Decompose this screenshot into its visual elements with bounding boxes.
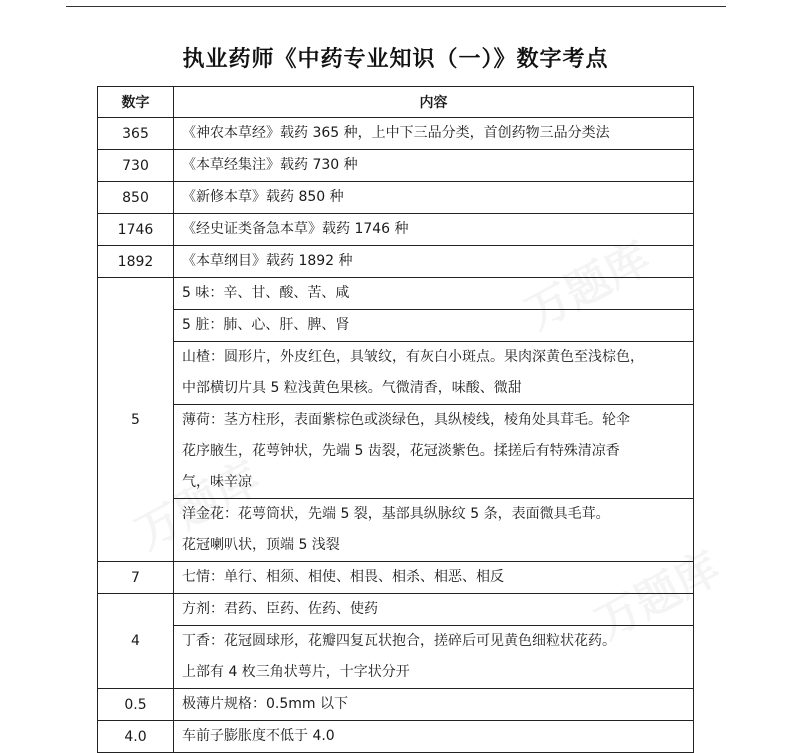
table-row	[98, 246, 694, 278]
table-row	[98, 182, 694, 214]
content-line: 中部横切片具 5 粒浅黄色果核。气微清香，味酸、微甜	[182, 380, 522, 396]
table-row	[98, 405, 694, 499]
exam-points-table	[97, 86, 694, 753]
row-number: 4.0	[98, 721, 174, 753]
row-number: 1746	[98, 214, 174, 246]
group-number-5: 5	[98, 278, 174, 562]
table-header-row	[98, 87, 694, 118]
document-title: 执业药师《中药专业知识（一）》数字考点	[182, 47, 609, 72]
row-number: 7	[98, 562, 174, 594]
row-content: 极薄片规格：0.5mm 以下	[174, 689, 694, 721]
content-line: 气，味辛凉	[182, 474, 252, 490]
row-number: 0.5	[98, 689, 174, 721]
table-row	[98, 689, 694, 721]
table-row	[98, 214, 694, 246]
row-content: 《新修本草》载药 850 种	[174, 182, 694, 214]
header-content: 内容	[174, 87, 694, 118]
content-line: 花序腋生，花萼钟状，先端 5 齿裂，花冠淡紫色。揉搓后有特殊清凉香	[182, 443, 620, 459]
table-row	[98, 310, 694, 342]
row-number: 365	[98, 118, 174, 150]
content-line: 花冠喇叭状，顶端 5 浅裂	[182, 537, 340, 553]
content-line: 薄荷：茎方柱形，表面紫棕色或淡绿色，具纵棱线，棱角处具茸毛。轮伞	[182, 412, 630, 428]
row-content: 《本草经集注》载药 730 种	[174, 150, 694, 182]
table-row	[98, 499, 694, 562]
row-content: 车前子膨胀度不低于 4.0	[174, 721, 694, 753]
content-line: 丁香：花冠圆球形，花瓣四复瓦状抱合，搓碎后可见黄色细粒状花药。	[182, 633, 616, 649]
row-content-multiline	[174, 405, 694, 499]
row-content-multiline	[174, 626, 694, 689]
content-line: 洋金花：花萼筒状，先端 5 裂，基部具纵脉纹 5 条，表面微具毛茸。	[182, 506, 610, 522]
row-number: 1892	[98, 246, 174, 278]
header-number: 数字	[98, 87, 174, 118]
row-number: 730	[98, 150, 174, 182]
table-row	[98, 626, 694, 689]
top-rule	[66, 6, 726, 7]
table-row	[98, 721, 694, 753]
table-row	[98, 342, 694, 405]
table-row	[98, 562, 694, 594]
row-content: 5 脏：肺、心、肝、脾、肾	[174, 310, 694, 342]
table-row	[98, 278, 694, 310]
row-content: 七情：单行、相须、相使、相畏、相杀、相恶、相反	[174, 562, 694, 594]
table-row	[98, 150, 694, 182]
row-content-multiline	[174, 342, 694, 405]
table-row	[98, 594, 694, 626]
row-content: 《本草纲目》载药 1892 种	[174, 246, 694, 278]
row-content: 《神农本草经》载药 365 种，上中下三品分类，首创药物三品分类法	[174, 118, 694, 150]
content-line: 上部有 4 枚三角状萼片，十字状分开	[182, 664, 410, 680]
row-content-multiline	[174, 499, 694, 562]
row-content: 方剂：君药、臣药、佐药、使药	[174, 594, 694, 626]
group-number-4: 4	[98, 594, 174, 689]
content-line: 山楂：圆形片，外皮红色，具皱纹，有灰白小斑点。果肉深黄色至浅棕色，	[182, 349, 644, 365]
table-row	[98, 118, 694, 150]
row-number: 850	[98, 182, 174, 214]
row-content: 《经史证类备急本草》载药 1746 种	[174, 214, 694, 246]
row-content: 5 味：辛、甘、酸、苦、咸	[174, 278, 694, 310]
